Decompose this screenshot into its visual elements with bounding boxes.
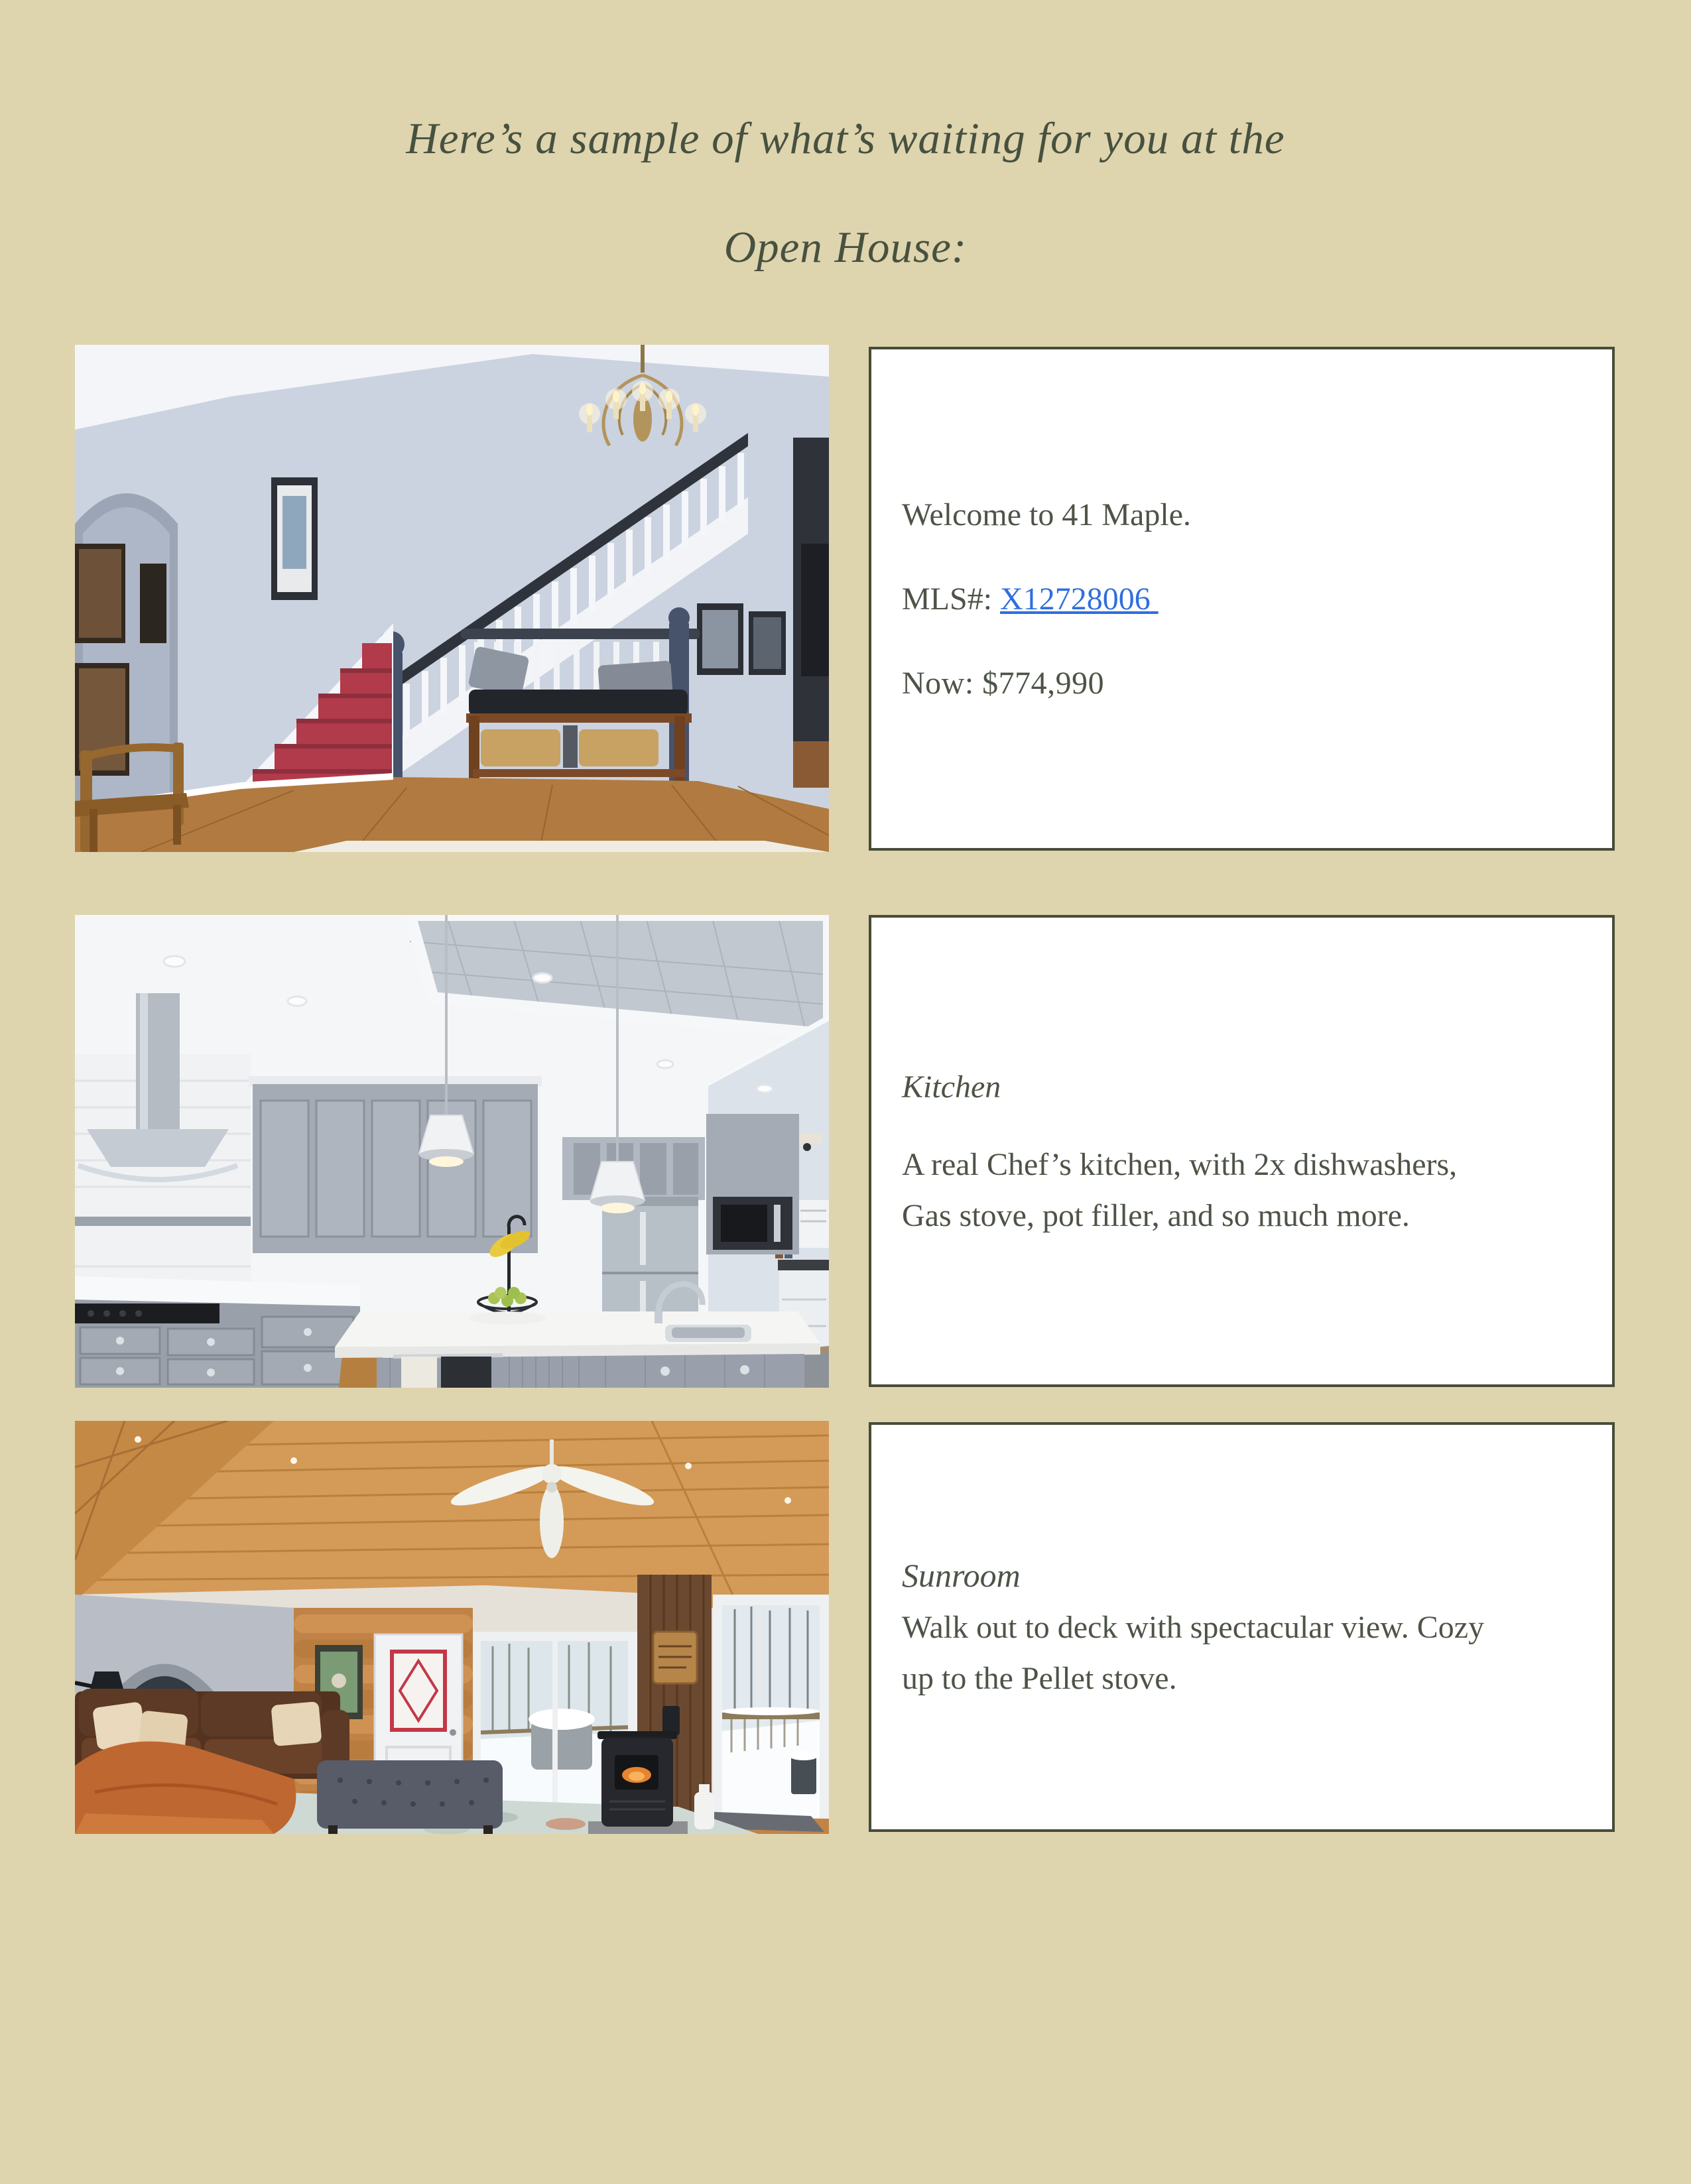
kitchen-card <box>869 915 1615 1387</box>
fireplace-room-glimpse <box>793 438 829 788</box>
lower-cabinets <box>75 1276 360 1388</box>
microwave <box>713 1197 792 1250</box>
sunroom-description: Sunroom Walk out to deck with spectacular view. Cozy up to the Pellet stove. <box>902 1557 1485 1696</box>
black-towel <box>441 1357 491 1388</box>
headline-line-2: Open House: <box>723 223 968 272</box>
price-text: Now: $774,990 <box>902 665 1105 701</box>
bin-on-deck <box>791 1756 816 1794</box>
kitchen-island <box>335 1311 820 1388</box>
mls-label: MLS#: <box>902 581 1001 617</box>
small-frames <box>697 603 786 675</box>
sunroom-scene <box>75 1421 829 1834</box>
ottoman <box>317 1760 503 1834</box>
mls-line <box>902 574 1576 625</box>
pellet-stove <box>588 1731 688 1834</box>
mls-link[interactable]: X12728006 <box>1000 581 1151 617</box>
gas-cooktop <box>75 1304 219 1323</box>
entryway-photo <box>75 345 829 852</box>
kitchen-title: Kitchen <box>902 1069 1001 1105</box>
sunroom-photo <box>75 1421 829 1834</box>
white-rug <box>294 841 829 852</box>
sconce-lamp <box>90 1671 124 1691</box>
headline-line-1: Here’s a sample of what’s waiting for you at the <box>406 114 1285 163</box>
entryway-scene <box>75 345 829 852</box>
kitchen-scene <box>75 915 829 1388</box>
sunroom-card <box>869 1422 1615 1832</box>
listing-info-card <box>869 347 1615 851</box>
kitchen-description: A real Chef’s kitchen, with 2x dishwashers, Gas stove, pot filler, and so much more. <box>902 1146 1458 1233</box>
sliding-door-right <box>713 1595 829 1831</box>
kitchen-photo <box>75 915 829 1388</box>
sunroom-title: Sunroom <box>902 1557 1021 1594</box>
white-towel <box>401 1357 437 1388</box>
welcome-text: Welcome to 41 Maple. <box>902 497 1192 532</box>
framed-art <box>271 477 318 600</box>
